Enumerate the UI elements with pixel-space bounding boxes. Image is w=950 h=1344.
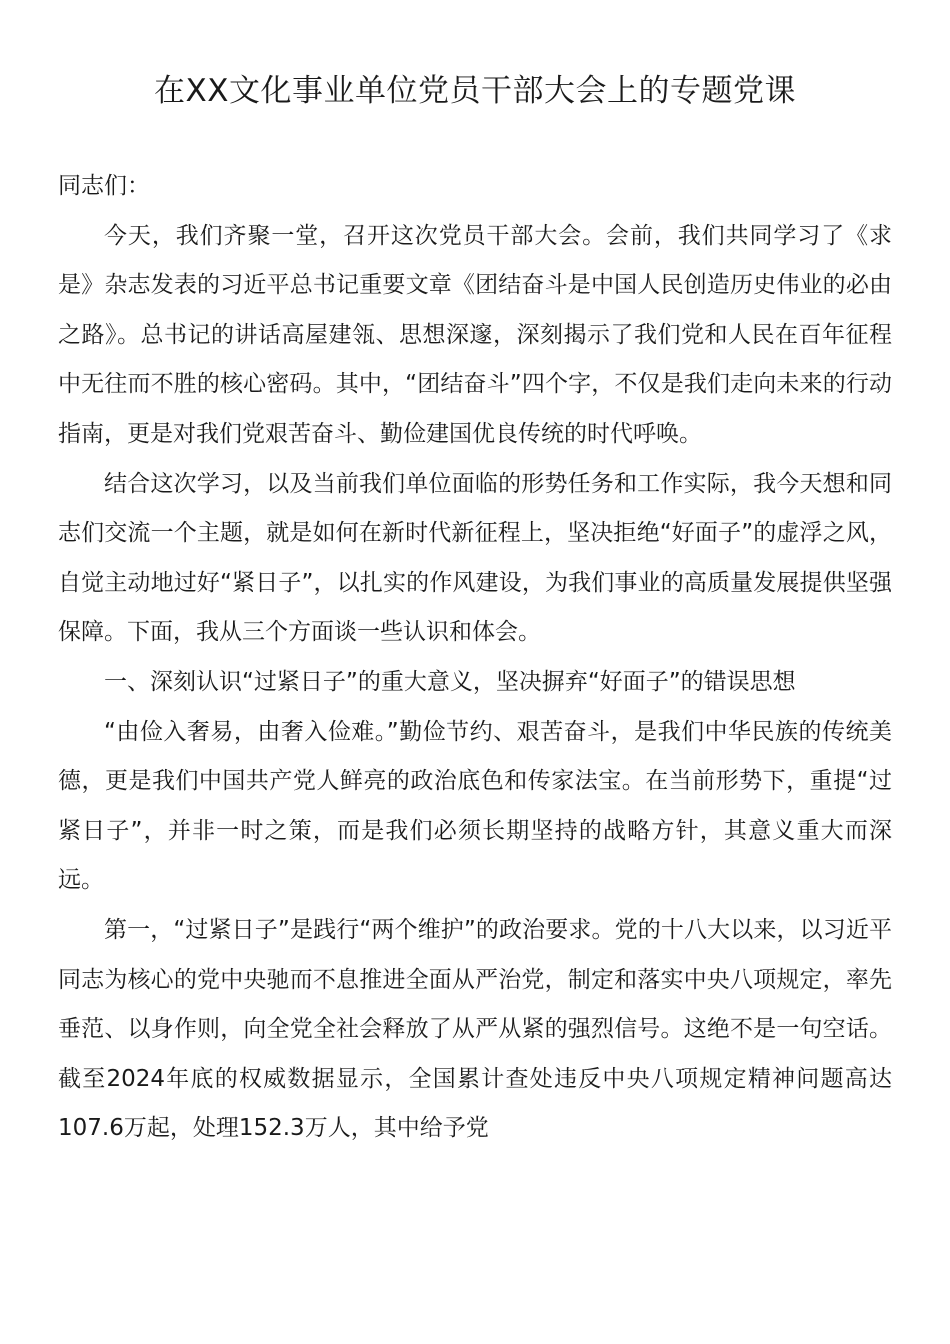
- section-heading-1: 一、深刻认识“过紧日子”的重大意义，坚决摒弃“好面子”的错误思想: [104, 668, 796, 695]
- salutation: 同志们：: [58, 173, 150, 199]
- paragraph-theme: 结合这次学习，以及当前我们单位面临的形势任务和工作实际，我今天想和同志们交流一个主题，就是如何在新时代新征程上，坚决拒绝“好面子”的虚浮之风，自觉主动地过好“紧日子”，以扎实的作风建设，为我们事业的高质量发展提供坚强保障。下面，我从三个方面谈一些认识和体会。: [58, 470, 892, 646]
- document-body: [58, 162, 892, 1154]
- paragraph-intro: 今天，我们齐聚一堂，召开这次党员干部大会。会前，我们共同学习了《求是》杂志发表的习近平总书记重要文章《团结奋斗是中国人民创造历史伟业的必由之路》。总书记的讲话高屋建瓴、思想深邃，深刻揭示了我们党和人民在百年征程中无往而不胜的核心密码。其中，“团结奋斗”四个字，不仅是我们走向未来的行动指南，更是对我们党艰苦奋斗、勤俭建国优良传统的时代呼唤。: [58, 222, 892, 447]
- paragraph-first-point: 第一，“过紧日子”是践行“两个维护”的政治要求。党的十八大以来，以习近平同志为核心的党中央驰而不息推进全面从严治党，制定和落实中央八项规定，率先垂范、以身作则，向全党全社会释放了从严从紧的强烈信号。这绝不是一句空话。截至2024年底的权威数据显示，全国累计查处违反中央八项规定精神问题高达107.6万起，处理152.3万人，其中给予党: [58, 916, 892, 1142]
- document-title: 在XX文化事业单位党员干部大会上的专题党课: [154, 73, 796, 109]
- paragraph-frugality: “由俭入奢易，由奢入俭难。”勤俭节约、艰苦奋斗，是我们中华民族的传统美德，更是我们中国共产党人鲜亮的政治底色和传家法宝。在当前形势下，重提“过紧日子”，并非一时之策，而是我们必须长期坚持的战略方针，其意义重大而深远。: [58, 718, 892, 894]
